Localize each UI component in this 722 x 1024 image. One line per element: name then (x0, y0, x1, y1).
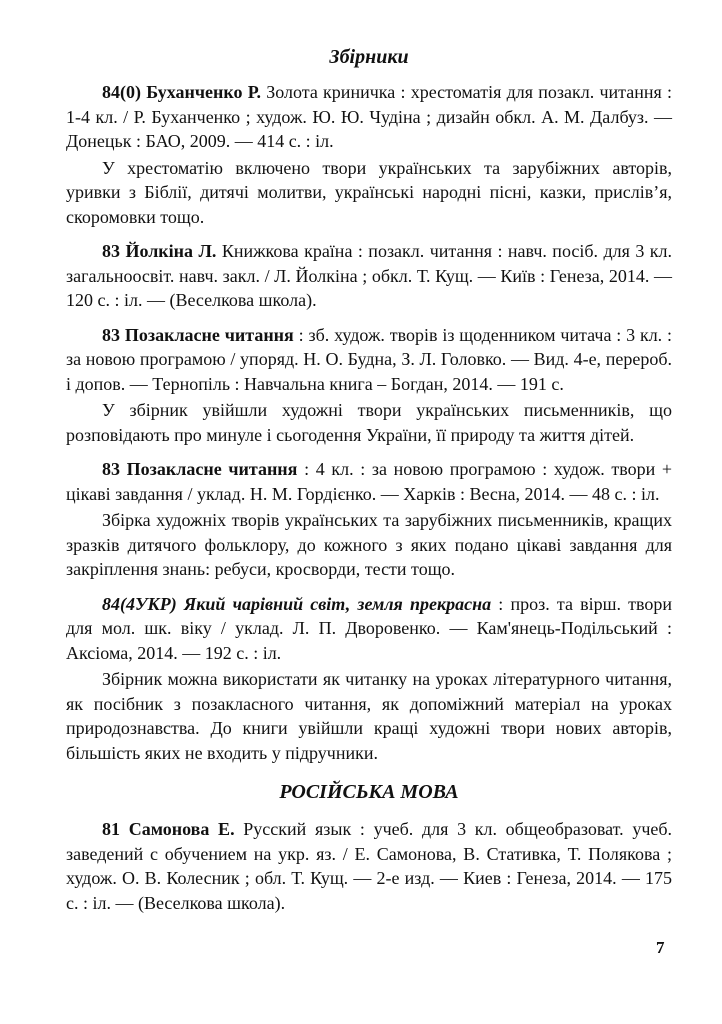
entry-citation (66, 817, 672, 915)
book-title: Позакласне читання (124, 324, 294, 345)
entry-annotation: У збірник увійшли художні твори українських письменників, що розповідають про минуле і сьогодення України, її природу та життя дітей. (66, 400, 672, 445)
classification-code: 83 (102, 324, 120, 345)
bibliography-entry (66, 457, 672, 582)
bibliography-entry (66, 323, 672, 448)
citation-text: : зб. худож. творів із щоденником читача : 3 кл. : за новою програмою / упоряд. Н. О. Будна, З. Л. Головко. — Вид. 4-е, перероб. і допов. — Тернопіль : Навчальна книга – Богдан, 2014. — 191 с. (66, 324, 673, 394)
author-name: Самонова Е. (128, 819, 235, 839)
entry-citation (66, 80, 672, 154)
document-page (66, 44, 672, 925)
page-number: 7 (656, 938, 665, 957)
book-title: Який чарівний світ, земля прекрасна (183, 593, 492, 614)
entry-citation (66, 457, 672, 506)
bibliography-entry (66, 817, 672, 915)
classification-code: 84(0) (102, 82, 141, 102)
entry-annotation: У хрестоматію включено твори українських та зарубіжних авторів, уривки з Біблії, дитячі молитви, українські народні пісні, казки, прислів’я, скоромовки тощо. (66, 157, 672, 227)
entry-citation (66, 592, 672, 666)
author-name: Буханченко Р. (146, 82, 261, 102)
classification-code: 83 (102, 459, 120, 479)
entry-citation (66, 239, 672, 313)
classification-code: 83 (102, 241, 120, 261)
section-title-collections: Збірники (329, 46, 409, 68)
bibliography-entry (66, 239, 672, 313)
citation-text: Книжкова країна : позакл. читання : навч. посіб. для 3 кл. загальноосвіт. навч. закл. / Л. Йолкіна ; обкл. Т. Кущ. — Київ : Генеза, 2014. — 120 с. : іл. — (Веселкова школа). (66, 241, 672, 310)
bibliography-entry (66, 80, 672, 229)
citation-text: : проз. та вірш. твори для мол. шк. віку / уклад. Л. П. Дворовенко. — Кам'янець-Подільський : Аксіома, 2014. — 192 с. : іл. (66, 593, 673, 663)
entry-annotation: Збірка художніх творів українських та зарубіжних письменників, кращих зразків дитячого фольклору, до кожного з яких подано цікаві завдання для закріплення знань: ребуси, кросворди, тести тощо. (66, 510, 672, 579)
section-title-russian: РОСІЙСЬКА МОВА (279, 781, 459, 803)
citation-text: : 4 кл. : за новою програмою : худож. твори + цікаві завдання / уклад. Н. М. Гордієнко. — Харків : Весна, 2014. — 48 с. : іл. (66, 459, 673, 504)
book-title: Позакласне читання (126, 459, 298, 479)
bibliography-entry (66, 592, 672, 766)
classification-code: 81 (102, 819, 120, 839)
author-name: Йолкіна Л. (125, 241, 217, 261)
citation-text: Золота криничка : хрестоматія для позакл. читання : 1-4 кл. / Р. Буханченко ; худож. Ю. Ю. Чудіна ; дизайн обкл. А. М. Далбуз. — Донецьк : БАО, 2009. — 414 с. : іл. (66, 82, 672, 151)
classification-code: 84(4УКР) (102, 593, 177, 614)
entry-citation (66, 323, 672, 397)
entry-annotation: Збірник можна використати як читанку на уроках літературного читання, як посібник з позакласного читання, як допоміжний матеріал на уроках природознавства. До книги увійшли кращі художні твори нових авторів, більшість яких не входить у підручники. (66, 669, 672, 763)
citation-text: Русский язык : учеб. для 3 кл. общеобразоват. учеб. заведений с обучением на укр. яз. / Е. Самонова, В. Стативка, Т. Полякова ; худож. О. В. Колесник ; обл. Т. Кущ. — 2-е изд. — Киев : Генеза, 2014. — 175 с. : іл. — (Веселкова школа). (66, 819, 673, 913)
